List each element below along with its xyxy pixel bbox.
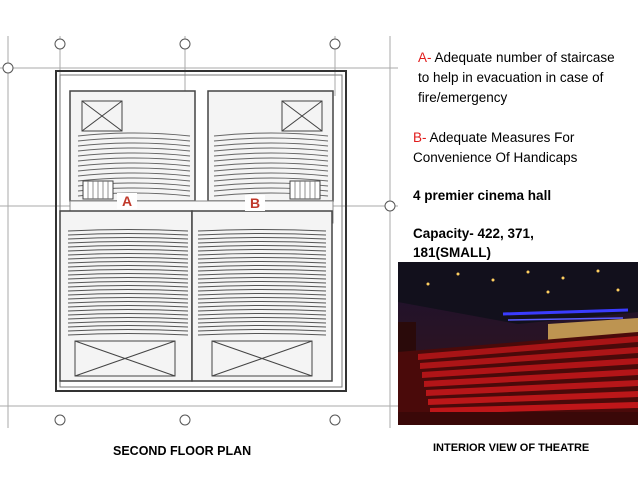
note-b-text: Adequate Measures For Convenience Of Handicaps <box>413 130 578 165</box>
capacity-text: Capacity- 422, 371, 181(SMALL) <box>413 226 534 260</box>
plan-caption: SECOND FLOOR PLAN <box>113 444 252 458</box>
marker-b: B <box>245 195 265 211</box>
theatre-interior-photo <box>398 262 638 425</box>
note-b-tag: B- <box>413 130 427 145</box>
note-b <box>413 128 613 168</box>
second-floor-plan-drawing <box>0 36 398 428</box>
note-a <box>418 48 618 108</box>
halls-count: 4 premier cinema hall <box>413 188 552 203</box>
note-a-text: Adequate number of staircase to help in evacuation in case of fire/emergency <box>418 50 615 105</box>
note-a-tag: A- <box>418 50 432 65</box>
photo-caption: INTERIOR VIEW OF THEATRE <box>433 442 590 454</box>
marker-a: A <box>117 193 137 209</box>
